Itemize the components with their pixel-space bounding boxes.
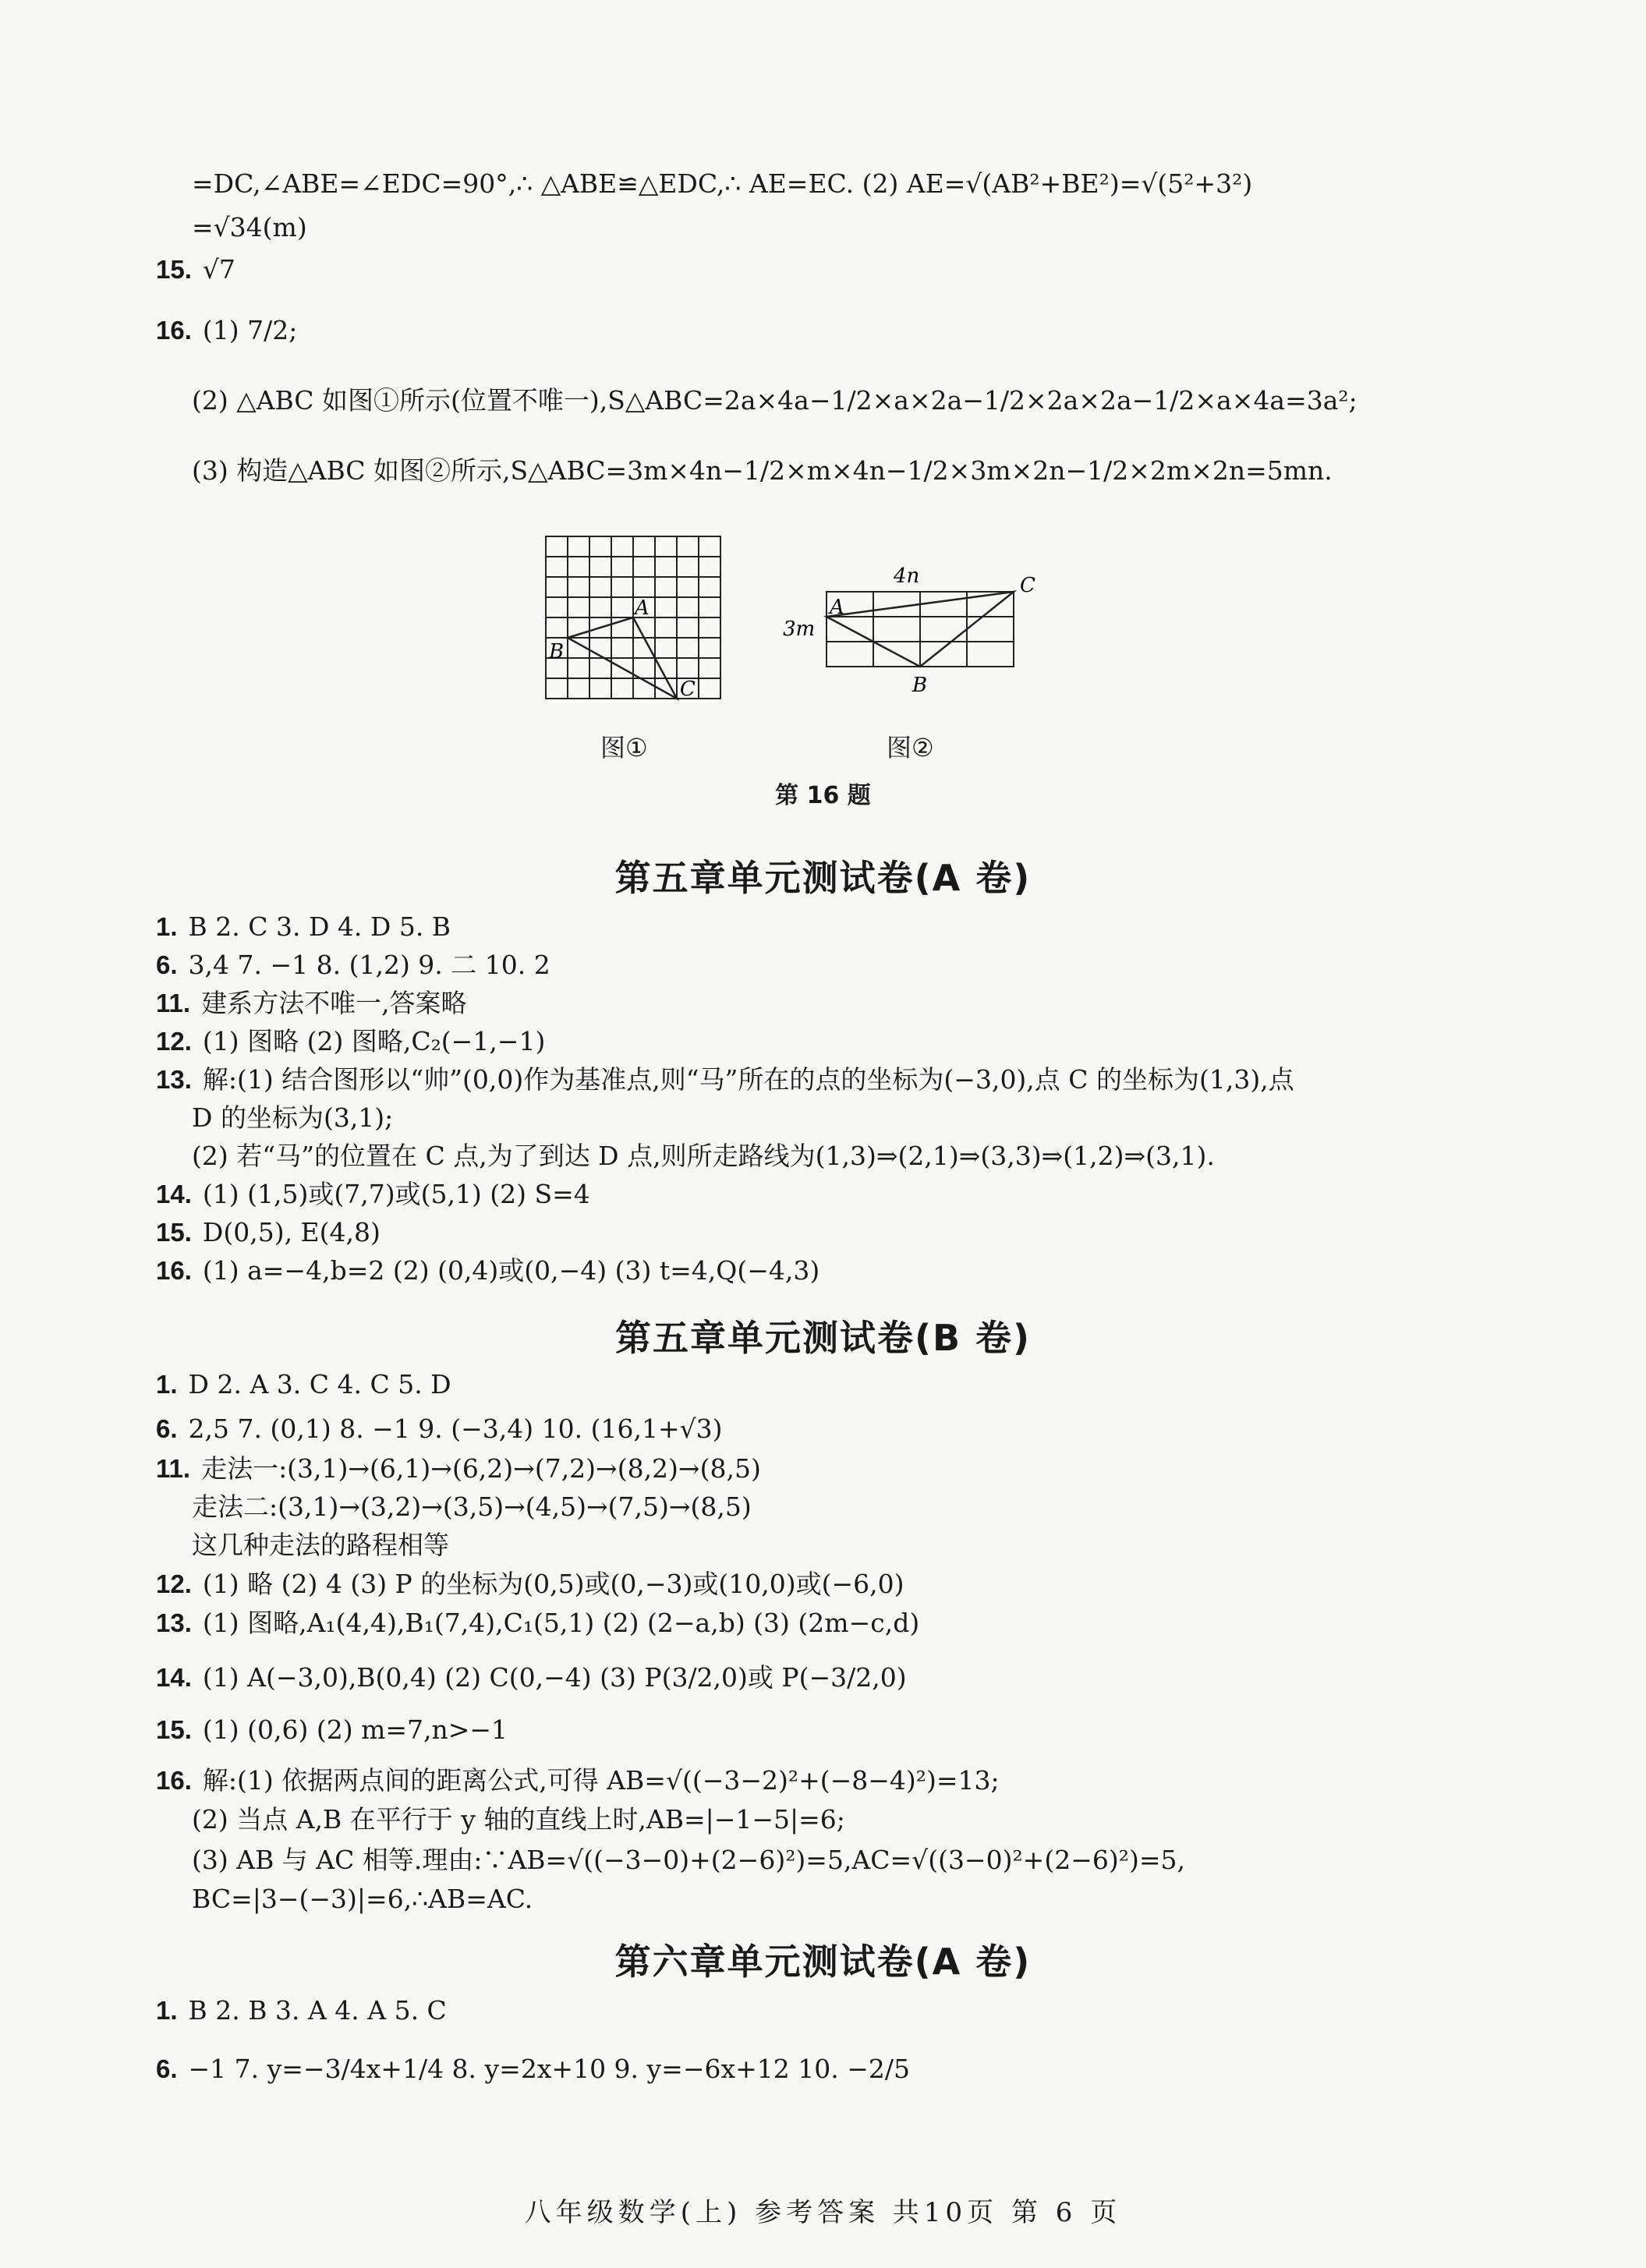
q16-top [156, 312, 1560, 349]
text-line [156, 1252, 1560, 1290]
question-number: 12. [156, 1027, 192, 1056]
text-line: 走法二:(3,1)→(3,2)→(3,5)→(4,5)→(7,5)→(8,5) [192, 1491, 752, 1522]
text-line: (2) △ABC 如图①所示(位置不唯一),S△ABC=2a×4a−1/2×a×2a−1/2×2a×2a−1/2×a×4a=3a²; [192, 385, 1358, 416]
answer-text: B 2. B 3. A 4. A 5. C [188, 1995, 447, 2026]
question-number: 16. [156, 316, 192, 345]
answer-text: −1 7. y=−3/4x+1/4 8. y=2x+10 9. y=−6x+12 10. −2/5 [188, 2054, 910, 2084]
text-line: BC=|3−(−3)|=6,∴AB=AC. [192, 1884, 533, 1914]
question-number: 14. [156, 1180, 192, 1208]
answer-text: (1) 图略,A₁(4,4),B₁(7,4),C₁(5,1) (2) (2−a,b) (3) (2m−c,d) [202, 1608, 920, 1638]
point-label-c: C [680, 678, 696, 701]
section-title-6a: 第六章单元测试卷(A 卷) [614, 1941, 1032, 1983]
answer-text: 解:(1) 依据两点间的距离公式,可得 AB=√((−3−2)²+(−8−4)²)=13; [202, 1765, 1000, 1796]
point-label-a: A [635, 596, 650, 620]
figure-2-caption: 图② [887, 733, 934, 762]
text-line: =DC,∠ABE=∠EDC=90°,∴ △ABE≌△EDC,∴ AE=EC. (2) AE=√(AB²+BE²)=√(5²+3²) [192, 168, 1253, 199]
text-line [156, 1214, 1560, 1251]
text-line: (2) 若“马”的位置在 C 点,为了到达 D 点,则所走路线为(1,3)⇒(2,1)⇒(3,3)⇒(1,2)⇒(3,1). [192, 1141, 1215, 1171]
answer-text: (1) A(−3,0),B(0,4) (2) C(0,−4) (3) P(3/2,0)或 P(−3/2,0) [202, 1662, 907, 1693]
text-line: D 的坐标为(3,1); [192, 1102, 394, 1133]
question-number: 6. [156, 2054, 178, 2083]
text-line [156, 946, 1560, 984]
question-number: 14. [156, 1663, 192, 1692]
answer-text: 3,4 7. −1 8. (1,2) 9. 二 10. 2 [188, 950, 550, 980]
question-number: 6. [156, 950, 178, 979]
text-line [156, 1605, 1560, 1642]
figure-2-grid [772, 557, 1053, 698]
text-line [156, 908, 1560, 946]
answer-text: D(0,5), E(4,8) [202, 1217, 381, 1247]
text-line [156, 1023, 1560, 1060]
answer-text: D 2. A 3. C 4. C 5. D [188, 1369, 451, 1399]
section-title-5b: 第五章单元测试卷(B 卷) [614, 1317, 1032, 1359]
answer-text: (1) 7/2; [202, 315, 298, 345]
question-number: 12. [156, 1569, 192, 1598]
dimension-label-left: 3m [783, 617, 816, 641]
answer-text: (1) (0,6) (2) m=7,n>−1 [202, 1714, 508, 1745]
text-line: 这几种走法的路程相等 [192, 1530, 449, 1560]
answer-text: (1) 略 (2) 4 (3) P 的坐标为(0,5)或(0,−3)或(10,0)或(−6,0) [202, 1569, 904, 1599]
text-line: (2) 当点 A,B 在平行于 y 轴的直线上时,AB=|−1−5|=6; [192, 1804, 845, 1835]
text-line [156, 1450, 1560, 1488]
answer-text: √7 [202, 254, 235, 285]
question-number: 13. [156, 1065, 192, 1094]
question-number: 16. [156, 1766, 192, 1795]
text-line [156, 1992, 1560, 2029]
section-title-5a: 第五章单元测试卷(A 卷) [614, 857, 1032, 899]
question-number: 15. [156, 1715, 192, 1744]
text-line [156, 1762, 1560, 1799]
answer-text: 建系方法不唯一,答案略 [201, 988, 467, 1018]
answer-text: 解:(1) 结合图形以“帅”(0,0)作为基准点,则“马”所在的点的坐标为(−3,0),点 C 的坐标为(1,3),点 [202, 1064, 1294, 1095]
text-line [156, 985, 1560, 1022]
figure-group-caption: 第 16 题 [775, 782, 871, 809]
page-footer: 八年级数学(上) 参考答案 共10页 第 6 页 [524, 2197, 1122, 2228]
question-number: 16. [156, 1256, 192, 1285]
answer-text: B 2. C 3. D 4. D 5. B [188, 911, 451, 942]
dimension-label-top: 4n [894, 564, 920, 588]
q15-top [156, 251, 1560, 288]
text-line [156, 1566, 1560, 1603]
answer-text: 2,5 7. (0,1) 8. −1 9. (−3,4) 10. (16,1+√3) [188, 1414, 723, 1444]
text-line: (3) 构造△ABC 如图②所示,S△ABC=3m×4n−1/2×m×4n−1/2×3m×2n−1/2×2m×2n=5mn. [192, 455, 1333, 486]
question-number: 1. [156, 1370, 178, 1399]
answer-text: (1) (1,5)或(7,7)或(5,1) (2) S=4 [202, 1179, 590, 1209]
point-label-c: C [1020, 574, 1035, 597]
answer-text: (1) 图略 (2) 图略,C₂(−1,−1) [202, 1026, 546, 1056]
text-line [156, 1659, 1560, 1697]
figure-1-grid [538, 530, 733, 709]
point-label-b: B [549, 640, 565, 663]
question-number: 11. [156, 989, 191, 1017]
question-number: 1. [156, 1996, 178, 2025]
point-label-b: B [912, 674, 928, 697]
question-number: 6. [156, 1414, 178, 1443]
text-line [156, 1061, 1560, 1099]
point-label-a: A [830, 596, 844, 619]
question-number: 11. [156, 1454, 191, 1483]
figure-1-caption: 图① [600, 733, 648, 762]
question-number: 13. [156, 1608, 192, 1637]
text-line: =√34(m) [192, 212, 307, 242]
text-line: (3) AB 与 AC 相等.理由:∵AB=√((−3−0)+(2−6)²)=5,AC=√((3−0)²+(2−6)²)=5, [192, 1845, 1185, 1875]
answer-text: (1) a=−4,b=2 (2) (0,4)或(0,−4) (3) t=4,Q(−4,3) [202, 1255, 820, 1286]
text-line [156, 1410, 1560, 1448]
question-number: 1. [156, 912, 178, 941]
text-line [156, 2050, 1560, 2088]
question-number: 15. [156, 255, 192, 284]
text-line [156, 1176, 1560, 1213]
text-line [156, 1711, 1560, 1749]
question-number: 15. [156, 1218, 192, 1247]
text-line [156, 1366, 1560, 1403]
answer-text: 走法一:(3,1)→(6,1)→(6,2)→(7,2)→(8,2)→(8,5) [201, 1453, 761, 1484]
